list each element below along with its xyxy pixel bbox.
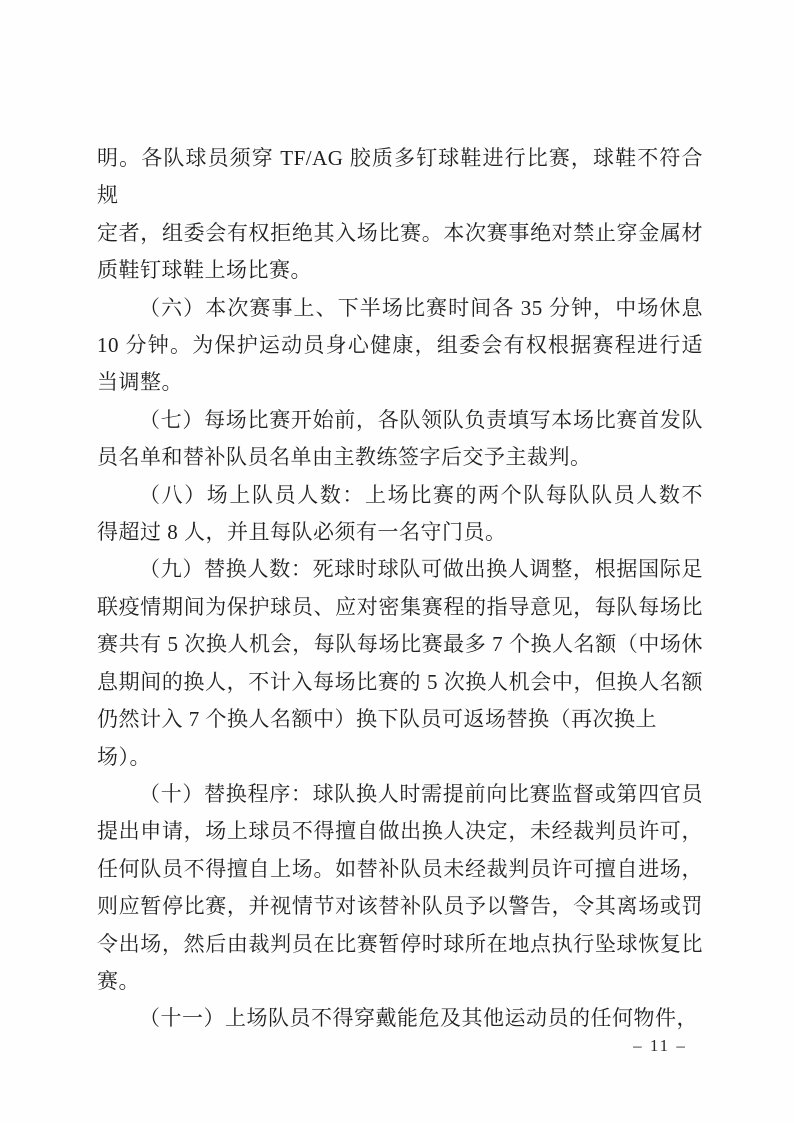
text-line: 联疫情期间为保护球员、应对密集赛程的指导意见，每队每场比 bbox=[97, 594, 703, 619]
text-line: 得超过 8 人，并且每队必须有一名守门员。 bbox=[97, 520, 507, 545]
text-line: 赛。 bbox=[97, 968, 140, 993]
text-line: 定者，组委会有权拒绝其入场比赛。本次赛事绝对禁止穿金属材 bbox=[97, 220, 703, 245]
text-line: 提出申请，场上球员不得擅自做出换人决定，未经裁判员许可， bbox=[97, 819, 703, 844]
document-body bbox=[97, 140, 703, 1038]
page-number: – 11 – bbox=[633, 1036, 687, 1055]
text-line: 令出场，然后由裁判员在比赛暂停时球所在地点执行坠球恢复比 bbox=[97, 931, 703, 956]
text-line: （十一）上场队员不得穿戴能危及其他运动员的任何物件， bbox=[139, 1006, 698, 1031]
text-line: 明。各队球员须穿 TF/AG 胶质多钉球鞋进行比赛，球鞋不符合规 bbox=[97, 146, 703, 208]
text-line: 任何队员不得擅自上场。如替补队员未经裁判员许可擅自进场， bbox=[97, 856, 703, 881]
text-line: 仍然计入 7 个换人名额中）换下队员可返场替换（再次换上场）。 bbox=[97, 707, 657, 769]
text-line: 员名单和替补队员名单由主教练签字后交予主裁判。 bbox=[97, 445, 592, 470]
text-line: （九）替换人数：死球时球队可做出换人调整，根据国际足 bbox=[139, 557, 703, 582]
text-line: 息期间的换人，不计入每场比赛的 5 次换人机会中，但换人名额 bbox=[97, 669, 703, 694]
text-line: 则应暂停比赛，并视情节对该替补队员予以警告，令其离场或罚 bbox=[97, 894, 703, 919]
text-line: （十）替换程序：球队换人时需提前向比赛监督或第四官员 bbox=[139, 781, 703, 806]
text-line: （八）场上队员人数：上场比赛的两个队每队队员人数不 bbox=[139, 482, 703, 507]
text-line: （六）本次赛事上、下半场比赛时间各 35 分钟，中场休息 bbox=[139, 295, 703, 320]
text-line: 质鞋钉球鞋上场比赛。 bbox=[97, 258, 312, 283]
text-line: 赛共有 5 次换人机会，每队每场比赛最多 7 个换人名额（中场休 bbox=[97, 632, 703, 657]
text-line: 当调整。 bbox=[97, 370, 183, 395]
text-line: 10 分钟。为保护运动员身心健康，组委会有权根据赛程进行适 bbox=[97, 333, 703, 358]
text-line: （七）每场比赛开始前，各队领队负责填写本场比赛首发队 bbox=[139, 407, 703, 432]
